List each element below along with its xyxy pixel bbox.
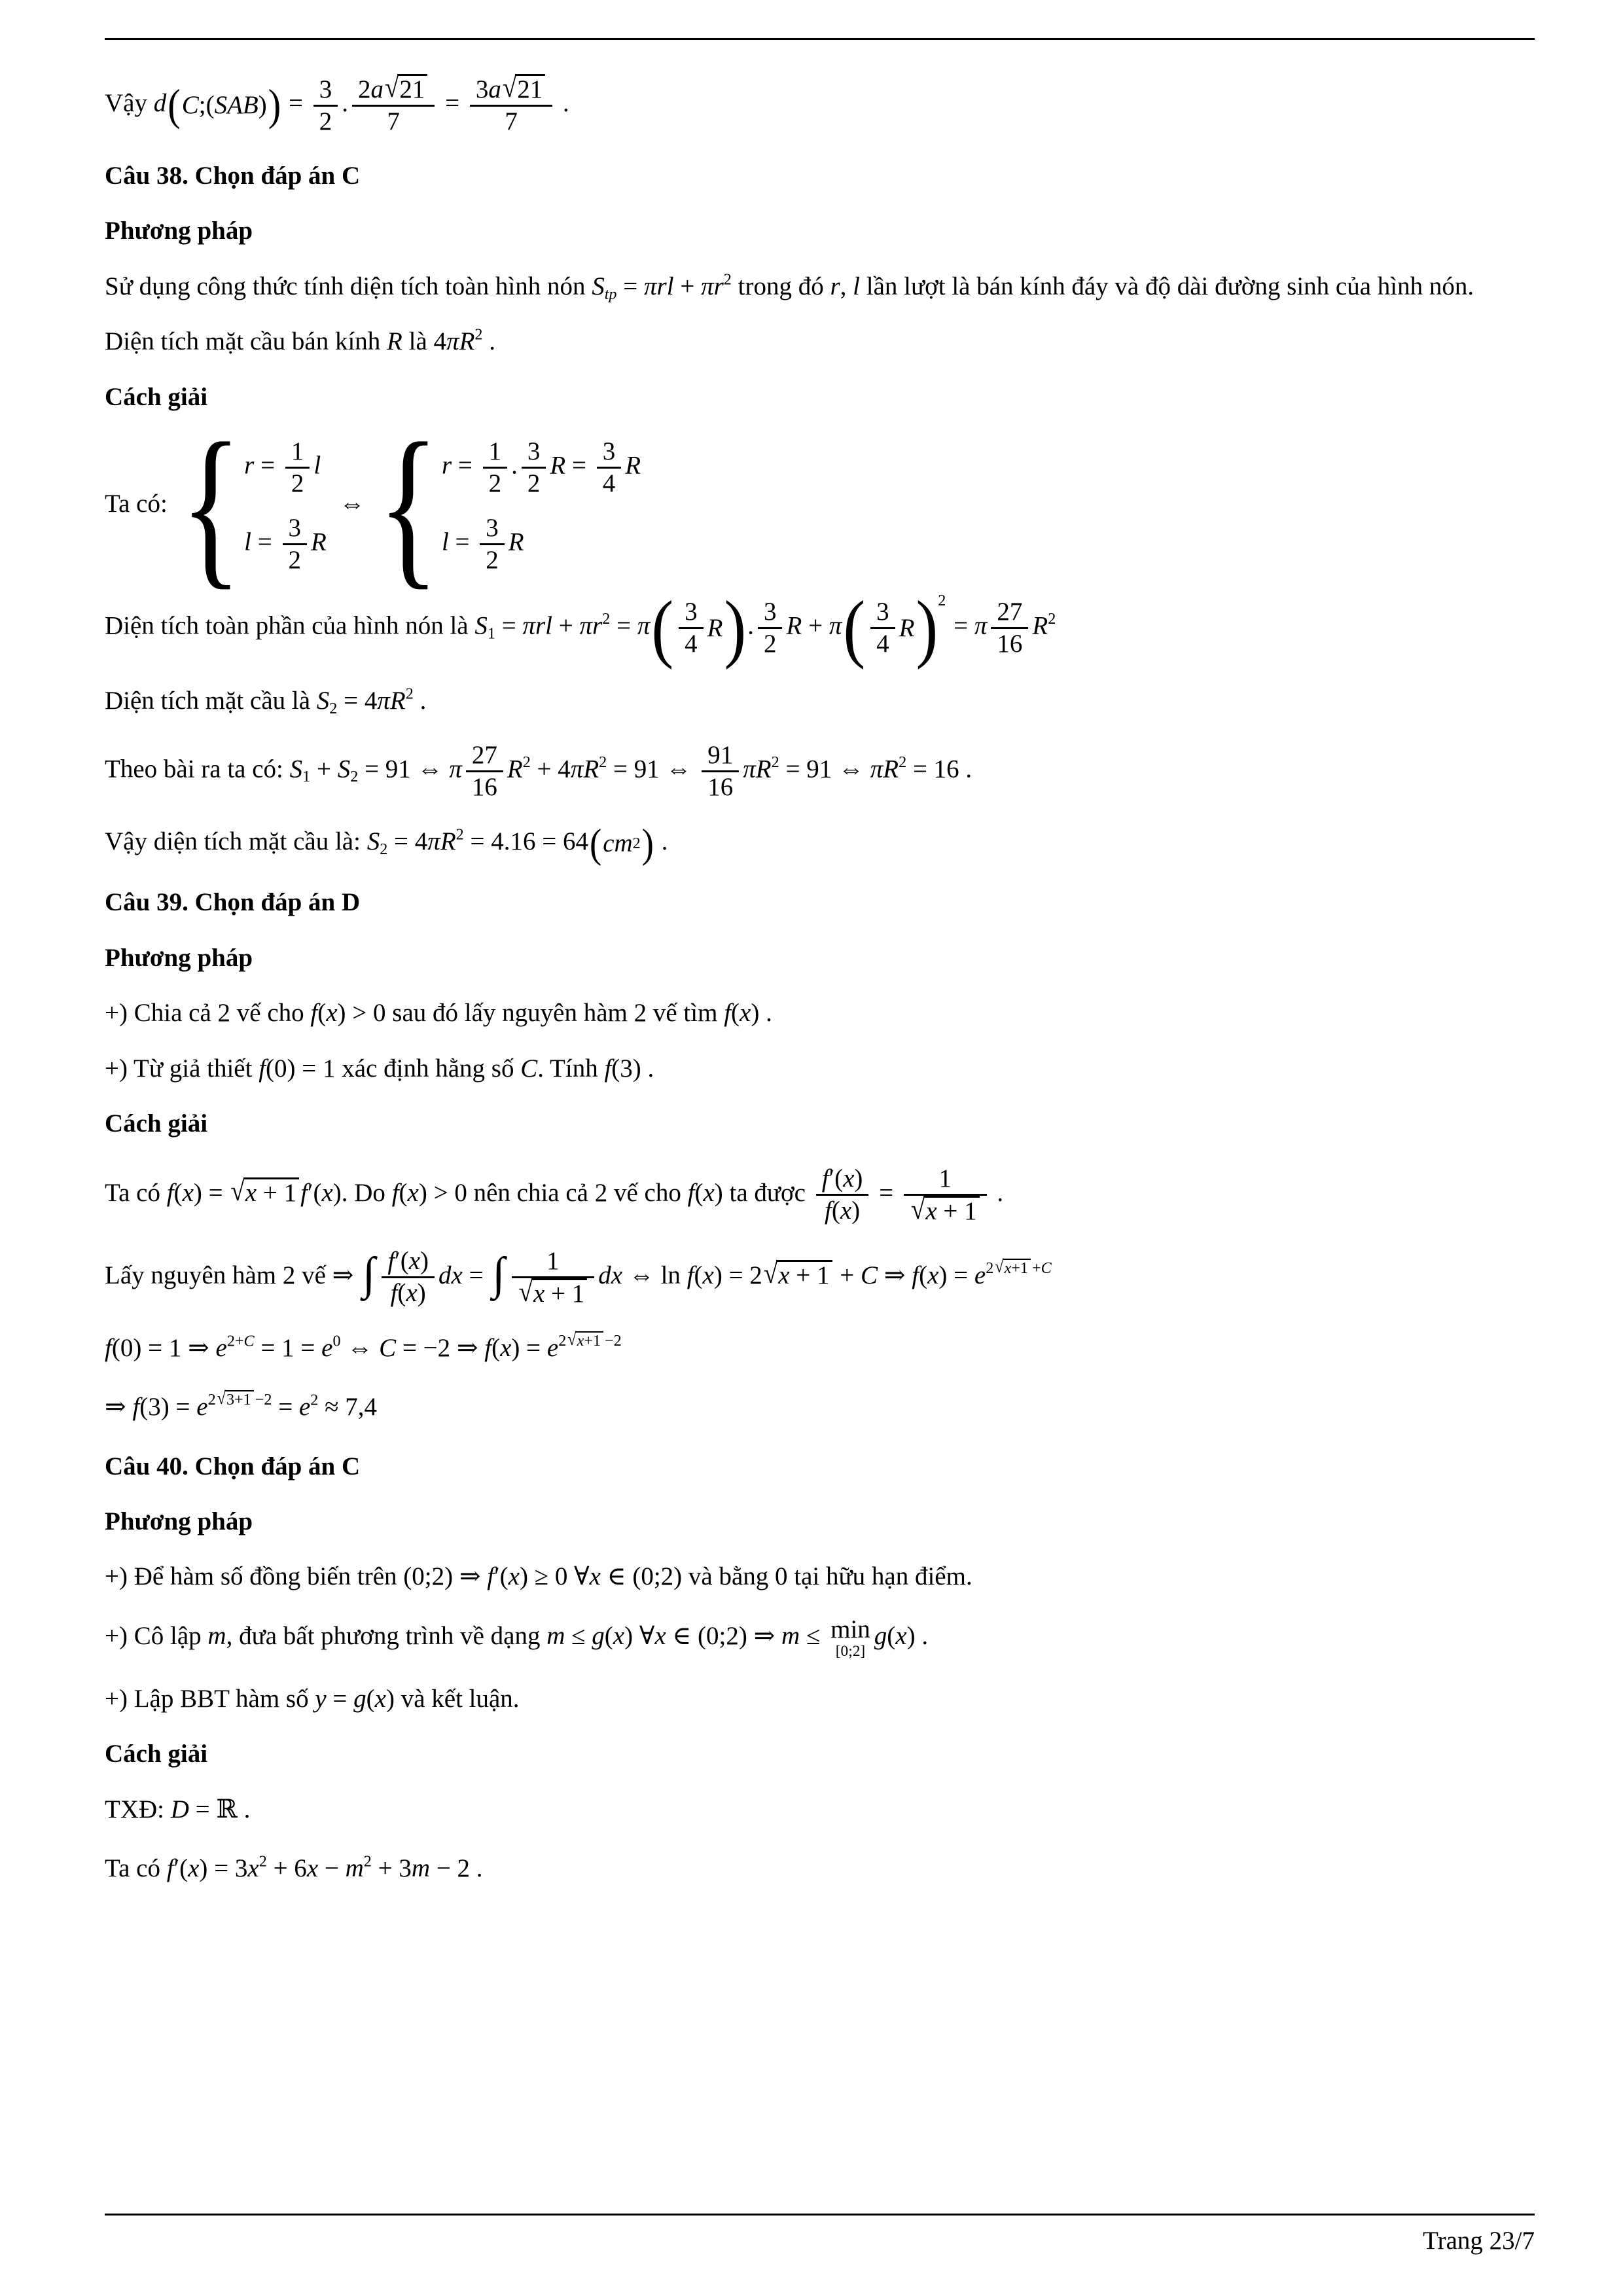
fraction [991,597,1028,659]
paragraph: Diện tích mặt cầu là $S2 = 4\pi R^2$ . [105,684,427,717]
denominator: 16 [471,773,497,802]
parenthesized-group [590,820,654,867]
subscript: 2 [329,699,338,717]
superscript: 0 [332,1331,341,1350]
superscript: 2 [602,610,611,628]
numerator: 3 [522,437,546,469]
page-number: Trang 23/7 [1423,2227,1535,2255]
numerator: 1 [512,1246,595,1278]
superscript: 2 √ x+1 −2 [558,1329,622,1350]
denominator [904,1193,987,1227]
numerator: 3 [283,513,308,545]
fraction [480,513,505,575]
heading: Phương pháp [105,943,253,972]
radicand: x + 1 [776,1260,832,1290]
numerator: 1 [904,1164,987,1196]
paren-content: $\frac{3}{4}$ R [673,597,724,659]
radical-sign: √ [384,71,399,103]
superscript: 2 √ 3+1 −2 [207,1389,272,1409]
superscript: 2 [771,753,779,771]
denominator [512,1278,595,1309]
fraction [352,71,435,137]
radicand: x + 1 [531,1278,587,1308]
square-root [519,1278,588,1308]
fraction [512,1246,595,1309]
numerator: 1 [483,437,508,469]
heading: Câu 38. Chọn đáp án C [105,162,361,190]
superscript: 2 [599,753,607,771]
denominator: 2 [486,546,499,575]
document-body [105,71,1535,1888]
fraction [758,597,783,659]
numerator: 91 [702,740,739,772]
paragraph: Diện tích mặt cầu bán kính R là $4\pi R^2$ . [105,325,495,356]
superscript: 2 [363,1852,372,1871]
square-root [567,1331,603,1350]
open-paren-icon: ( [651,585,674,670]
denominator: 7 [505,107,518,136]
denominator: 16 [997,630,1023,658]
numerator: 3 [313,75,338,107]
heading: Phương pháp [105,217,253,245]
page-footer [105,2214,1535,2255]
paragraph: Lấy nguyên hàm 2 vế ⇒ ∫ $\frac{f'(x)}{f(x)}$ dx = ∫ 1 √ x + 1 dx ⇔ ln f(x) = 2 √ x + 1 + C ⇒ $f(x) = e^{2 √ x+1 +C}$ [105,1246,1535,1309]
heading: Câu 40. Chọn đáp án C [105,1452,361,1480]
system-row: r = $\frac{1}{2}$ . $\frac{3}{2}$ R = $\frac{3}{4}$ R [442,437,641,499]
denominator: 2 [319,107,332,135]
radicand: 21 [397,74,427,104]
radicand: x + 1 [923,1196,979,1226]
superscript: 2 [405,684,414,702]
close-paren-icon: ) [916,585,938,670]
fraction [283,513,308,575]
radicand: x+1 [575,1331,603,1350]
radical-sign: √ [518,1276,533,1308]
numerator: 27 [991,597,1028,629]
fraction [466,740,503,802]
subscript: 1 [487,624,495,643]
heading: Cách giải [105,1109,208,1138]
denominator: 2 [488,469,502,498]
superscript: 2 [474,325,483,344]
denominator: 2 [763,630,777,658]
square-root [995,1259,1031,1278]
open-paren-icon: ( [843,585,866,670]
superscript: 2 [522,753,531,771]
equation-system [378,406,641,605]
paragraph: Ta có: { r = $\frac{1}{2}$ l l = $\frac{3}{2}$ R ⇔ { r = $\frac{1}{2}$ . $\frac{3}{2}$ R = $\frac{3}{4}$ R l = $\frac{3}{2}$ R [105,406,641,605]
superscript: 2 [632,834,641,853]
radical-sign: √ [502,71,517,103]
integral-icon: ∫ [492,1248,505,1300]
close-paren-icon: ) [724,585,747,670]
fraction [313,75,338,137]
fraction [816,1164,869,1226]
system-row: l = $\frac{3}{2}$ R [442,513,641,575]
parenthesized-group [651,585,747,670]
fraction [679,597,704,659]
superscript: 2+C [226,1331,255,1350]
paragraph: +) Cô lập m, đưa bất phương trình về dạng m ≤ g(x) ∀x ∈ (0;2) ⇒ m ≤ min [0;2] g(x) . [105,1615,929,1660]
denominator: 2 [288,546,302,575]
denominator: 4 [876,630,889,658]
superscript: 2 [455,825,464,844]
radical-sign: √ [910,1193,925,1225]
radicand: 21 [515,74,545,104]
paragraph: ⇒ $f(3) = e^{2 √ 3+1 -2} = e^2 \approx 7,4$ [105,1389,378,1422]
open-paren-icon: ( [168,80,181,130]
paragraph: Diện tích toàn phần của hình nón là $S1 = \pi rl + \pi r^2 = \pi$ ( $\frac{3}{4}$ R ) . $\frac{3}{2}$ R + π ( $\frac{3}{4}$ R ) 2 = π $\frac{27}{16}$ $R^2$ [105,585,1056,670]
fraction [904,1164,987,1227]
paragraph: Ta có $f'(x) = 3x^2 + 6x - m^2 + 3m - 2$ . [105,1852,483,1882]
left-brace-icon: { [180,406,242,605]
paren-content: $\frac{3}{4}$ R [865,597,916,659]
denominator: f(x) [390,1279,426,1308]
heading: Cách giải [105,1740,208,1768]
radicand: x + 1 [243,1177,299,1208]
radical-sign: √ [567,1329,577,1350]
square-root [502,71,545,104]
radicand: x+1 [1003,1259,1031,1278]
system-row: l = $\frac{3}{2}$ R [244,513,327,575]
min-operator [830,1617,870,1660]
subscript: 2 [380,840,388,858]
numerator: 3 [679,597,704,629]
numerator: 3a √ 21 [470,74,552,107]
denominator: f(x) [824,1196,861,1225]
denominator: 4 [685,630,698,658]
parenthesized-group [168,80,281,130]
superscript: 2 [723,270,732,289]
denominator: 7 [387,107,400,136]
square-root [763,1257,832,1290]
subscript: 1 [302,768,311,786]
paragraph: +) Để hàm số đồng biến trên (0;2) ⇒ f′(x) ≥ 0 ∀x ∈ (0;2) và bằng 0 tại hữu hạn điểm. [105,1562,972,1591]
numerator: f′(x) [816,1164,869,1196]
fraction [597,437,622,499]
heading: Cách giải [105,382,208,411]
equation-system [180,406,327,605]
heading: Câu 39. Chọn đáp án D [105,888,361,917]
fraction [483,437,508,499]
numerator: 2a √ 21 [352,74,435,107]
numerator: 1 [285,437,310,469]
paragraph: Vậy d ( C ;( SAB ) ) = $\frac{3}{2}$ . 2a √ 21 7 = 3a √ 21 7 . [105,74,1535,137]
denominator: 2 [291,469,304,498]
fraction [382,1246,435,1308]
superscript: 2 [899,753,907,771]
left-brace-icon: { [378,406,439,605]
close-paren-icon: ) [641,820,654,867]
paragraph: +) Lập BBT hàm số y = g(x) và kết luận. [105,1684,520,1713]
open-paren-icon: ( [590,820,602,867]
system-rows [442,437,641,575]
radical-sign: √ [763,1257,778,1289]
paragraph: TXĐ: D = ℝ . [105,1795,251,1823]
square-root [910,1193,980,1226]
numerator: 27 [466,740,503,772]
subscript: 2 [350,768,359,786]
operator-name: min [830,1615,870,1644]
superscript: 2 [1048,610,1056,628]
paragraph: Sử dụng công thức tính diện tích toàn hình nón Stp = $\pi rl + \pi r^2$ trong đó r, l lần lượt là bán kính đáy và độ dài đường sinh của hình nón. [105,270,1474,303]
square-root [217,1390,254,1409]
paragraph: +) Từ giả thiết f(0) = 1 xác định hằng số C. Tính f(3) . [105,1054,654,1083]
system-row: r = $\frac{1}{2}$ l [244,437,327,499]
fraction [522,437,546,499]
numerator: 3 [480,513,505,545]
heading: Phương pháp [105,1507,253,1535]
operator-limit: [0;2] [835,1643,866,1660]
paren-content: C ;( SAB ) [181,90,267,119]
parenthesized-group [843,585,946,670]
paragraph: f(0) = 1 ⇒ $e^{2+C} = 1 = e^0$ ⇔ C = −2 ⇒ $f(x) = e^{2 √ x+1 -2}$ [105,1329,622,1362]
paragraph: Ta có f(x) = √ x + 1 f′(x). Do f(x) > 0 nên chia cả 2 vế cho f(x) ta được $\frac{f'(x)}{f(x)}$ = 1 √ x + 1 . [105,1164,1535,1227]
fraction [285,437,310,499]
radical-sign: √ [995,1257,1004,1277]
numerator: f′(x) [382,1246,435,1278]
integral-icon: ∫ [363,1248,376,1300]
superscript: 2 [310,1391,319,1409]
paren-content: cm 2 [603,829,641,857]
denominator: 2 [527,469,541,498]
radical-sign: √ [217,1389,226,1409]
radicand: 3+1 [224,1390,254,1409]
square-root [384,71,427,104]
paragraph: +) Chia cả 2 vế cho f(x) > 0 sau đó lấy nguyên hàm 2 vế tìm f(x) . [105,999,772,1028]
fraction [470,71,552,137]
radical-sign: √ [230,1175,245,1207]
system-rows [244,437,327,575]
fraction [870,597,895,659]
superscript: 2 [259,1852,267,1871]
exponent: 2 [938,591,946,609]
numerator: 3 [870,597,895,629]
header-rule [105,38,1535,40]
denominator: 4 [602,469,616,498]
superscript: 2 √ x+1 +C [986,1257,1052,1277]
subscript: tp [604,285,617,303]
numerator: 3 [597,437,622,469]
square-root [230,1177,299,1208]
numerator: 3 [758,597,783,629]
footer-rule [105,2214,1535,2215]
close-paren-icon: ) [268,80,281,130]
paragraph: Vậy diện tích mặt cầu là: $S2 = 4\pi R^2 = 4.16 = 64$ ( cm 2 ) . [105,820,668,867]
denominator: 16 [707,773,734,802]
fraction [702,740,739,802]
paragraph: Theo bài ra ta có: S1 + S2 = 91 ⇔ π $\frac{27}{16}$ $R^2 + 4\pi R^2 = 91$ ⇔ $\frac{91}{16}$ $\pi R^2 = 91$ ⇔ $\pi R^2 = 16$ . [105,740,1535,802]
